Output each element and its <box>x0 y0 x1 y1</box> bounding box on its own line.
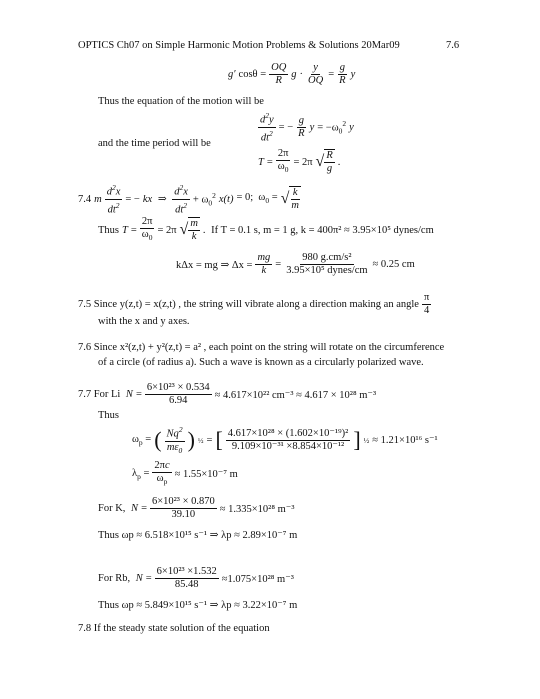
problem-7-7-thus: Thus <box>98 410 119 421</box>
problem-7-4-given: If T = 0.1 s, m = 1 g, k = 400π² ≈ 3.95×10⁵ dynes/cm <box>211 224 434 236</box>
plasma-frequency-equation: $\omega_p$ = ( $\frac{Nq^2}{m\varepsilon_0}$ ) ½ = [ $\frac{\text{4.617×10²⁸ × (1.602×10⁻¹⁹)²}}{\text{9.109×10⁻³¹ ×8.854×10⁻¹²}}$ ] ½ ≈ 1.21×10¹⁶ s⁻¹ <box>132 425 438 455</box>
problem-7-7-rb-result: Thus ωp ≈ 5.849×10¹⁵ s⁻¹ ⇒ λp ≈ 3.22×10⁻⁷ m <box>98 600 298 611</box>
problem-7-8-text: 7.8 If the steady state solution of the equation <box>78 623 270 634</box>
problem-7-4-period: Thus T = $\frac{2\pi}{\omega_0}$ = 2π √ $\frac{m}{k}$ . If T = 0.1 s, m = 1 g, k = 400π² ≈ 3.95×10⁵ dynes/cm <box>98 216 434 243</box>
problem-7-4-equation: 7.4 m $\frac{d^2x}{dt^2}$ = − kx ⇒ $\frac{d^2x}{dt^2}$ + $\omega_0^2$ x(t) = 0; $\omega_0$ = √ $\frac{k}{m}$ <box>78 183 300 215</box>
problem-7-4-displacement: kΔx = mg ⇒ Δx = $\frac{mg}{k}$ = $\frac{\text{980 g.cm/s²}}{\text{3.95×10⁵ dynes/cm}}$ ≈ 0.25 cm <box>176 252 415 276</box>
motion-intro-text: Thus the equation of the motion will be <box>98 96 264 107</box>
problem-7-7-k-result: Thus ωp ≈ 6.518×10¹⁵ s⁻¹ ⇒ λp ≈ 2.89×10⁻⁷ m <box>98 530 298 541</box>
problem-7-5-line2: with the x and y axes. <box>98 316 190 327</box>
equation-gcos: g′ cosθ = $\frac{OQ}{R}$ g · $\frac{y}{OQ}$ = $\frac{g}{R}$ y <box>228 62 356 86</box>
problem-7-7-k: For K, N = $\frac{\text{6×10²³ × 0.870}}{39.10}$ ≈ 1.335×10²⁸ m⁻³ <box>98 496 295 520</box>
problem-7-7-li: 7.7 For Li N = $\frac{\text{6×10²³ × 0.534}}{6.94}$ ≈ 4.617×10²² cm⁻³ ≈ 4.617 × 10²⁸ m⁻³ <box>78 382 377 406</box>
problem-7-6-line2: of a circle (of radius a). Such a wave is known as a circularly polarized wave. <box>98 357 424 368</box>
problem-7-7-rb: For Rb, N = $\frac{\text{6×10²³ ×1.532}}{85.48}$ ≈1.075×10²⁸ m⁻³ <box>98 566 294 590</box>
page-number: 7.6 <box>446 40 460 51</box>
page-header-title: OPTICS Ch07 on Simple Harmonic Motion Problems & Solutions 20Mar09 <box>78 40 400 51</box>
wavelength-equation: $\lambda_p$ = $\frac{2\pi c}{\omega_p}$ ≈ 1.55×10⁻⁷ m <box>132 460 238 487</box>
equation-period: T = $\frac{2\pi}{\omega_0}$ = 2π √ $\frac{R}{g}$ . <box>258 148 341 175</box>
period-intro-text: and the time period will be <box>98 138 211 149</box>
problem-7-6-line1: 7.6 Since x²(z,t) + y²(z,t) = a² , each point on the string will rotate on the circumference <box>78 342 445 353</box>
equation-motion: $\frac{d^2y}{dt^2}$ = − $\frac{g}{R}$ y = $-\omega_0^2$ y <box>260 111 354 143</box>
problem-7-4-label: 7.4 <box>78 193 92 205</box>
problem-7-5-line1: 7.5 Since y(z,t) = x(z,t) , the string will vibrate along a direction making an angle $\frac{\pi}{4}$ <box>78 292 430 316</box>
